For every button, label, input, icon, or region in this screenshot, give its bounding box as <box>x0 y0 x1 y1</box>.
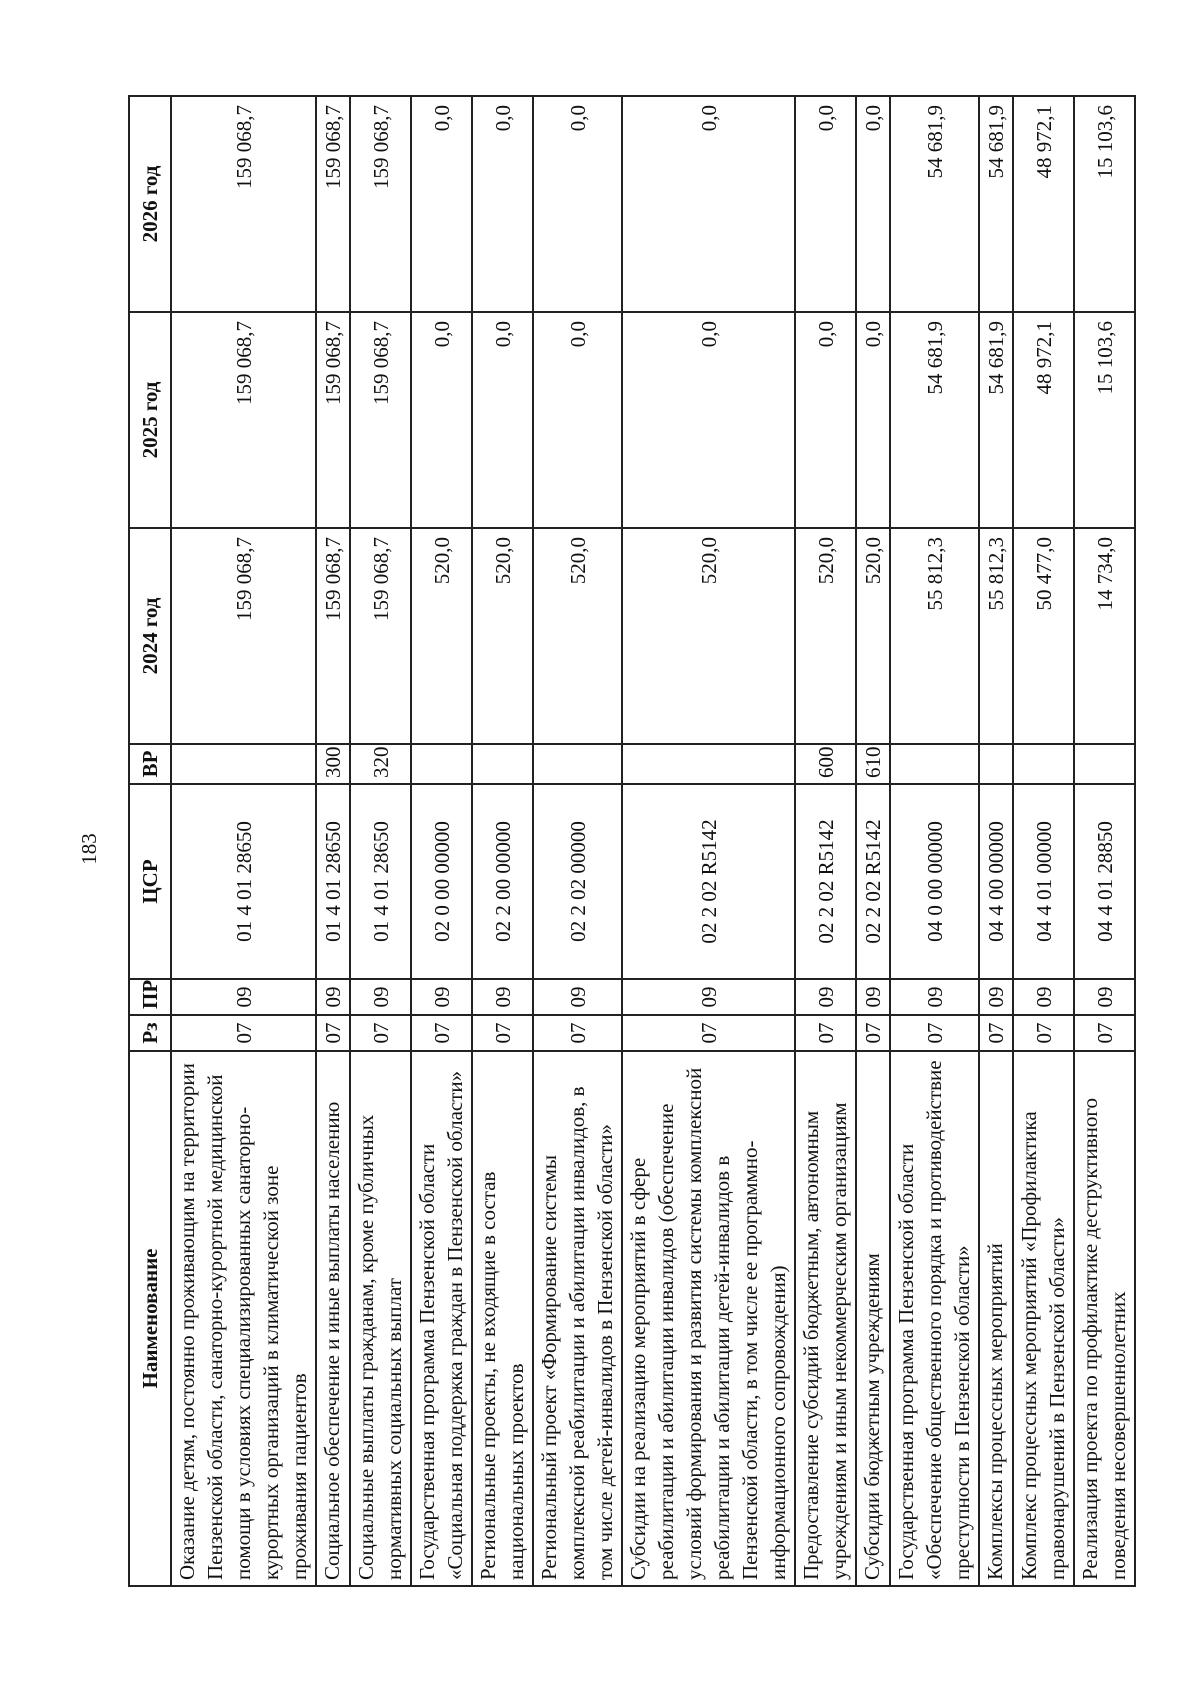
row-2026: 0,0 <box>533 96 622 312</box>
row-2024: 520,0 <box>533 528 622 744</box>
row-2024: 159 068,7 <box>171 528 316 744</box>
row-2025: 0,0 <box>411 312 472 528</box>
row-name: Комплекс процессных мероприятий «Профилактика правонарушений в Пензенской области» <box>1013 1051 1074 1586</box>
row-pr: 09 <box>533 979 622 1015</box>
row-2025: 0,0 <box>533 312 622 528</box>
row-2024: 520,0 <box>622 528 795 744</box>
row-2025: 0,0 <box>795 312 856 528</box>
row-2025: 0,0 <box>622 312 795 528</box>
row-rz: 07 <box>979 1015 1013 1051</box>
table-row <box>622 96 795 1586</box>
row-vr <box>411 744 472 784</box>
row-rz: 07 <box>795 1015 856 1051</box>
row-csr: 02 2 02 R5142 <box>856 784 890 979</box>
row-2026: 48 972,1 <box>1013 96 1074 312</box>
row-rz: 07 <box>171 1015 316 1051</box>
row-vr <box>622 744 795 784</box>
row-rz: 07 <box>622 1015 795 1051</box>
header-csr: ЦСР <box>129 784 171 979</box>
row-vr <box>533 744 622 784</box>
table-row <box>411 96 472 1586</box>
row-vr <box>1013 744 1074 784</box>
row-pr: 09 <box>1013 979 1074 1015</box>
row-2025: 159 068,7 <box>316 312 350 528</box>
row-csr: 02 2 00 00000 <box>472 784 533 979</box>
row-2024: 55 812,3 <box>890 528 979 744</box>
table-row <box>1074 96 1135 1586</box>
row-name: Социальное обеспечение и иные выплаты населению <box>316 1051 350 1586</box>
table-row <box>350 96 411 1586</box>
row-2026: 15 103,6 <box>1074 96 1135 312</box>
row-csr: 01 4 01 28650 <box>350 784 411 979</box>
row-vr <box>472 744 533 784</box>
row-rz: 07 <box>1013 1015 1074 1051</box>
row-2026: 159 068,7 <box>350 96 411 312</box>
row-pr: 09 <box>979 979 1013 1015</box>
header-name: Наименование <box>129 1051 171 1586</box>
row-pr: 09 <box>350 979 411 1015</box>
row-name: Субсидии на реализацию мероприятий в сфере реабилитации и абилитации инвалидов (обеспечение условий формирования и развития системы комплексной реабилитации и абилитации детей-инвалидов в Пензенской области, в том числе ее программно-информационного сопровождения) <box>622 1051 795 1586</box>
budget-table <box>128 95 1136 1587</box>
row-csr: 02 2 02 R5142 <box>795 784 856 979</box>
row-2024: 159 068,7 <box>350 528 411 744</box>
row-csr: 04 4 01 00000 <box>1013 784 1074 979</box>
row-csr: 04 0 00 00000 <box>890 784 979 979</box>
row-2024: 50 477,0 <box>1013 528 1074 744</box>
row-pr: 09 <box>472 979 533 1015</box>
page-number: 183 <box>77 833 101 865</box>
row-pr: 09 <box>1074 979 1135 1015</box>
row-2024: 14 734,0 <box>1074 528 1135 744</box>
row-vr <box>890 744 979 784</box>
row-2026: 0,0 <box>856 96 890 312</box>
row-csr: 02 2 02 00000 <box>533 784 622 979</box>
row-name: Региональные проекты, не входящие в состав национальных проектов <box>472 1051 533 1586</box>
row-pr: 09 <box>622 979 795 1015</box>
row-2025: 159 068,7 <box>171 312 316 528</box>
row-name: Социальные выплаты гражданам, кроме публичных нормативных социальных выплат <box>350 1051 411 1586</box>
row-2024: 55 812,3 <box>979 528 1013 744</box>
row-csr: 04 4 01 28850 <box>1074 784 1135 979</box>
row-name: Государственная программа Пензенской области «Обеспечение общественного порядка и противодействие преступности в Пензенской области» <box>890 1051 979 1586</box>
row-pr: 09 <box>171 979 316 1015</box>
row-vr: 320 <box>350 744 411 784</box>
row-rz: 07 <box>350 1015 411 1051</box>
row-pr: 09 <box>890 979 979 1015</box>
header-pr: ПР <box>129 979 171 1015</box>
row-2026: 0,0 <box>472 96 533 312</box>
row-rz: 07 <box>856 1015 890 1051</box>
row-2024: 159 068,7 <box>316 528 350 744</box>
header-vr: ВР <box>129 744 171 784</box>
table-row <box>856 96 890 1586</box>
row-2024: 520,0 <box>411 528 472 744</box>
row-2026: 0,0 <box>622 96 795 312</box>
row-2024: 520,0 <box>795 528 856 744</box>
row-2026: 54 681,9 <box>890 96 979 312</box>
header-2025: 2025 год <box>129 312 171 528</box>
table-row <box>316 96 350 1586</box>
row-vr: 600 <box>795 744 856 784</box>
row-2024: 520,0 <box>856 528 890 744</box>
table-row <box>795 96 856 1586</box>
row-2026: 159 068,7 <box>316 96 350 312</box>
table-row <box>979 96 1013 1586</box>
row-2026: 0,0 <box>411 96 472 312</box>
row-rz: 07 <box>890 1015 979 1051</box>
header-2026: 2026 год <box>129 96 171 312</box>
row-name: Региональный проект «Формирование системы комплексной реабилитации и абилитации инвалидов, в том числе детей-инвалидов в Пензенской области» <box>533 1051 622 1586</box>
header-2024: 2024 год <box>129 528 171 744</box>
row-vr <box>1074 744 1135 784</box>
row-rz: 07 <box>316 1015 350 1051</box>
row-csr: 01 4 01 28650 <box>316 784 350 979</box>
budget-table-container <box>128 97 1130 1587</box>
row-csr: 01 4 01 28650 <box>171 784 316 979</box>
row-csr: 02 2 02 R5142 <box>622 784 795 979</box>
row-vr: 610 <box>856 744 890 784</box>
table-row <box>1013 96 1074 1586</box>
row-2026: 54 681,9 <box>979 96 1013 312</box>
row-2025: 159 068,7 <box>350 312 411 528</box>
row-pr: 09 <box>856 979 890 1015</box>
table-row <box>171 96 316 1586</box>
row-2025: 15 103,6 <box>1074 312 1135 528</box>
row-2025: 48 972,1 <box>1013 312 1074 528</box>
table-header-row <box>129 96 171 1586</box>
row-pr: 09 <box>411 979 472 1015</box>
row-2025: 0,0 <box>472 312 533 528</box>
table-row <box>890 96 979 1586</box>
row-name: Комплексы процессных мероприятий <box>979 1051 1013 1586</box>
row-name: Государственная программа Пензенской области «Социальная поддержка граждан в Пензенской области» <box>411 1051 472 1586</box>
row-2026: 159 068,7 <box>171 96 316 312</box>
row-rz: 07 <box>472 1015 533 1051</box>
header-rz: Рз <box>129 1015 171 1051</box>
row-name: Субсидии бюджетным учреждениям <box>856 1051 890 1586</box>
row-csr: 02 0 00 00000 <box>411 784 472 979</box>
row-name: Предоставление субсидий бюджетным, автономным учреждениям и иным некоммерческим организациям <box>795 1051 856 1586</box>
row-2024: 520,0 <box>472 528 533 744</box>
row-rz: 07 <box>411 1015 472 1051</box>
row-name: Реализация проекта по профилактике деструктивного поведения несовершеннолетних <box>1074 1051 1135 1586</box>
row-vr <box>979 744 1013 784</box>
row-rz: 07 <box>1074 1015 1135 1051</box>
row-name: Оказание детям, постоянно проживающим на территории Пензенской области, санаторно-курортной медицинской помощи в условиях специализированных санаторно-курортных организаций в климатической зоне проживания пациентов <box>171 1051 316 1586</box>
row-pr: 09 <box>316 979 350 1015</box>
row-2025: 0,0 <box>856 312 890 528</box>
row-2026: 0,0 <box>795 96 856 312</box>
table-row <box>533 96 622 1586</box>
row-pr: 09 <box>795 979 856 1015</box>
row-2025: 54 681,9 <box>890 312 979 528</box>
row-vr <box>171 744 316 784</box>
row-vr: 300 <box>316 744 350 784</box>
row-2025: 54 681,9 <box>979 312 1013 528</box>
row-csr: 04 4 00 00000 <box>979 784 1013 979</box>
row-rz: 07 <box>533 1015 622 1051</box>
table-row <box>472 96 533 1586</box>
